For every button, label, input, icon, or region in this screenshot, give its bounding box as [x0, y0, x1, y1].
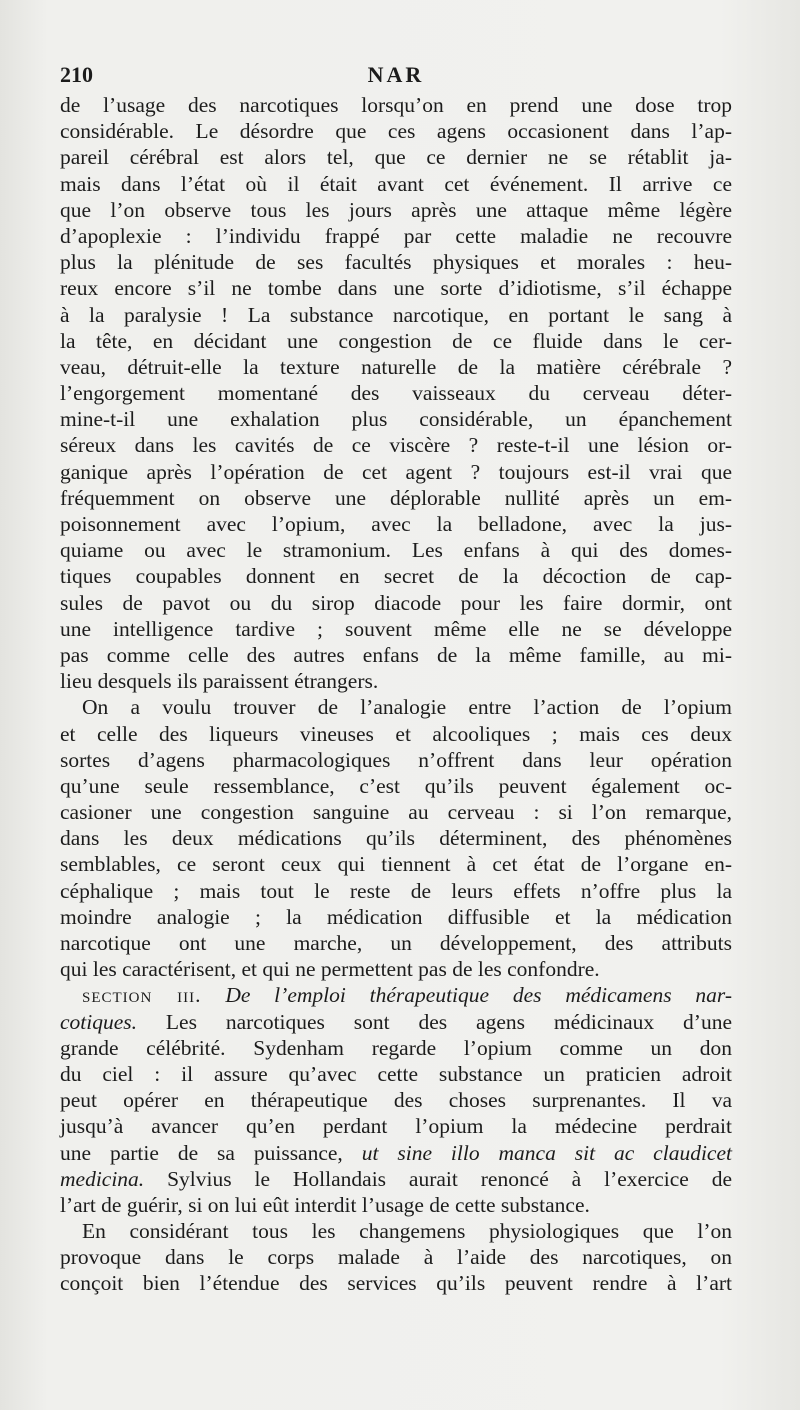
text-line: fréquemment on observe une déplorable nullité après un em- — [60, 485, 732, 510]
text-line: sortes d’agens pharmacologiques n’offrent dans leur opération — [60, 747, 732, 772]
text-line: du ciel : il assure qu’avec cette substance un praticien adroit — [60, 1061, 732, 1086]
text-line: que l’on observe tous les jours après une attaque même légère — [60, 197, 732, 222]
paragraph-end-line: qui les caractérisent, et qui ne permettent pas de les confondre. — [60, 957, 600, 982]
text-line: ganique après l’opération de cet agent ? toujours est-il vrai que — [60, 459, 732, 484]
text-line: la tête, en décidant une congestion de ce fluide dans le cer- — [60, 328, 732, 353]
quote-line — [60, 1140, 732, 1166]
latin-quote-end: medicina. — [60, 1166, 145, 1191]
text-line: d’apoplexie : l’individu frappé par cette maladie ne recouvre — [60, 223, 732, 248]
medicina-line — [60, 1166, 732, 1192]
paragraph-end-line: lieu desquels ils paraissent étrangers. — [60, 669, 379, 694]
section-heading-line-2 — [60, 1009, 732, 1035]
text-line: casioner une congestion sanguine au cerveau : si l’on remarque, — [60, 800, 732, 825]
text-line: de l’usage des narcotiques lorsqu’on en prend une dose trop — [60, 93, 732, 117]
paragraph-start-line: En considérant tous les changemens physiologiques que l’on — [82, 1219, 732, 1244]
body-text — [60, 92, 732, 1297]
text-line: et celle des liqueurs vineuses et alcooliques ; mais ces deux — [60, 721, 732, 746]
text-line: plus la plénitude de ses facultés physiques et morales : heu- — [60, 250, 732, 275]
paragraph-start-line: On a voulu trouver de l’analogie entre l’action de l’opium — [82, 695, 732, 720]
section-title: De l’emploi thérapeutique des médicamens nar- — [225, 983, 732, 1008]
text-span: Les narcotiques sont des agens médicinaux d’une — [165, 1009, 732, 1034]
text-line: pareil cérébral est alors tel, que ce dernier ne se rétablit ja- — [60, 145, 732, 170]
text-line: semblables, ce seront ceux qui tiennent à cet état de l’organe en- — [60, 852, 732, 877]
text-line: poisonnement avec l’opium, avec la belladone, avec la jus- — [60, 512, 732, 536]
text-line: mais dans l’état où il était avant cet événement. Il arrive ce — [60, 171, 732, 196]
page-number: 210 — [60, 62, 93, 87]
running-head: NAR — [367, 62, 425, 87]
text-line: tiques coupables donnent en secret de la décoction de cap- — [60, 564, 732, 589]
text-span: Sylvius le Hollandais aurait renoncé à l’exercice de — [167, 1166, 733, 1191]
text-line: jusqu’à avancer qu’en perdant l’opium la médecine perdrait — [60, 1114, 732, 1139]
section-heading-line — [60, 982, 732, 1008]
text-span: une partie de sa puissance, — [60, 1140, 343, 1165]
text-line: peut opérer en thérapeutique des choses surprenantes. Il va — [60, 1088, 732, 1113]
text-line: veau, détruit-elle la texture naturelle de la matière cérébrale ? — [60, 354, 732, 379]
page-header — [60, 62, 732, 90]
text-line: l’engorgement momentané des vaisseaux du cerveau déter- — [60, 381, 732, 406]
text-line: qu’une seule ressemblance, c’est qu’ils peuvent également oc- — [60, 773, 732, 798]
section-title-end: cotiques. — [60, 1009, 138, 1034]
text-line: mine-t-il une exhalation plus considérable, un épanchement — [60, 407, 732, 432]
text-line: reux encore s’il ne tombe dans une sorte d’idiotisme, s’il échappe — [60, 276, 732, 301]
text-line: une intelligence tardive ; souvent même elle ne se développe — [60, 616, 732, 641]
text-line: conçoit bien l’étendue des services qu’ils peuvent rendre à l’art — [60, 1271, 732, 1296]
text-line: provoque dans le corps malade à l’aide des narcotiques, on — [60, 1245, 732, 1270]
text-line: séreux dans les cavités de ce viscère ? reste-t-il une lésion or- — [60, 433, 732, 458]
text-line: pas comme celle des autres enfans de la même famille, au mi- — [60, 642, 732, 667]
section-label: section iii. — [82, 983, 202, 1008]
latin-quote: ut sine illo manca sit ac claudicet — [361, 1140, 732, 1165]
text-line: céphalique ; mais tout le reste de leurs effets n’offre plus la — [60, 878, 732, 903]
paragraph-end-line: l’art de guérir, si on lui eût interdit l’usage de cette substance. — [60, 1192, 590, 1217]
text-line: moindre analogie ; la médication diffusible et la médication — [60, 904, 732, 929]
text-line: à la paralysie ! La substance narcotique, en portant le sang à — [60, 302, 732, 327]
text-line: narcotique ont une marche, un développement, des attributs — [60, 931, 732, 955]
text-line: dans les deux médications qu’ils déterminent, des phénomènes — [60, 826, 732, 851]
text-line: sules de pavot ou du sirop diacode pour les faire dormir, ont — [60, 590, 732, 615]
text-line: quiame ou avec le stramonium. Les enfans à qui des domes- — [60, 538, 732, 563]
text-line: considérable. Le désordre que ces agens occasionent dans l’ap- — [60, 119, 732, 144]
text-line: grande célébrité. Sydenham regarde l’opium comme un don — [60, 1035, 732, 1060]
